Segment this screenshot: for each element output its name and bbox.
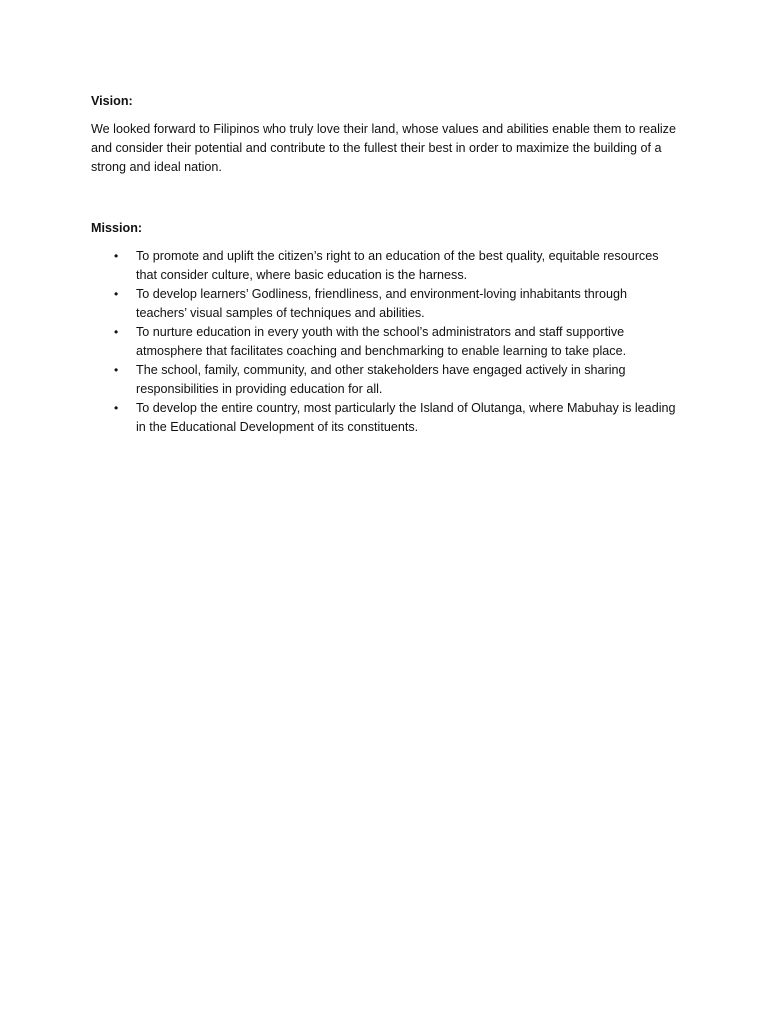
bullet-icon: • bbox=[114, 325, 119, 339]
mission-item bbox=[91, 361, 681, 399]
mission-item bbox=[91, 323, 681, 361]
vision-text: We looked forward to Filipinos who truly love their land, whose values and abilities enable them to realize and consider their potential and contribute to the fullest their best in order to maximize the building of a strong and ideal nation. bbox=[91, 122, 676, 174]
mission-item bbox=[91, 285, 681, 323]
bullet-icon: • bbox=[114, 363, 119, 377]
mission-item bbox=[91, 399, 681, 437]
mission-item-text: To develop the entire country, most particularly the Island of Olutanga, where Mabuhay is leading in the Educational Development of its constituents. bbox=[136, 401, 676, 434]
mission-item-text: To nurture education in every youth with the school’s administrators and staff supportive atmosphere that facilitates coaching and benchmarking to enable learning to take place. bbox=[136, 325, 627, 358]
mission-list bbox=[91, 247, 681, 437]
bullet-icon: • bbox=[114, 287, 119, 301]
mission-item-text: To develop learners’ Godliness, friendliness, and environment-loving inhabitants through teachers’ visual samples of techniques and abilities. bbox=[136, 287, 627, 320]
document-content bbox=[91, 92, 681, 437]
mission-item bbox=[91, 247, 681, 285]
mission-item-text: The school, family, community, and other stakeholders have engaged actively in sharing responsibilities in providing education for all. bbox=[136, 363, 626, 396]
vision-heading: Vision: bbox=[91, 94, 133, 108]
mission-item-text: To promote and uplift the citizen’s right to an education of the best quality, equitable resources that consider culture, where basic education is the harness. bbox=[136, 249, 659, 282]
bullet-icon: • bbox=[114, 401, 119, 415]
mission-heading: Mission: bbox=[91, 221, 143, 235]
bullet-icon: • bbox=[114, 249, 119, 263]
